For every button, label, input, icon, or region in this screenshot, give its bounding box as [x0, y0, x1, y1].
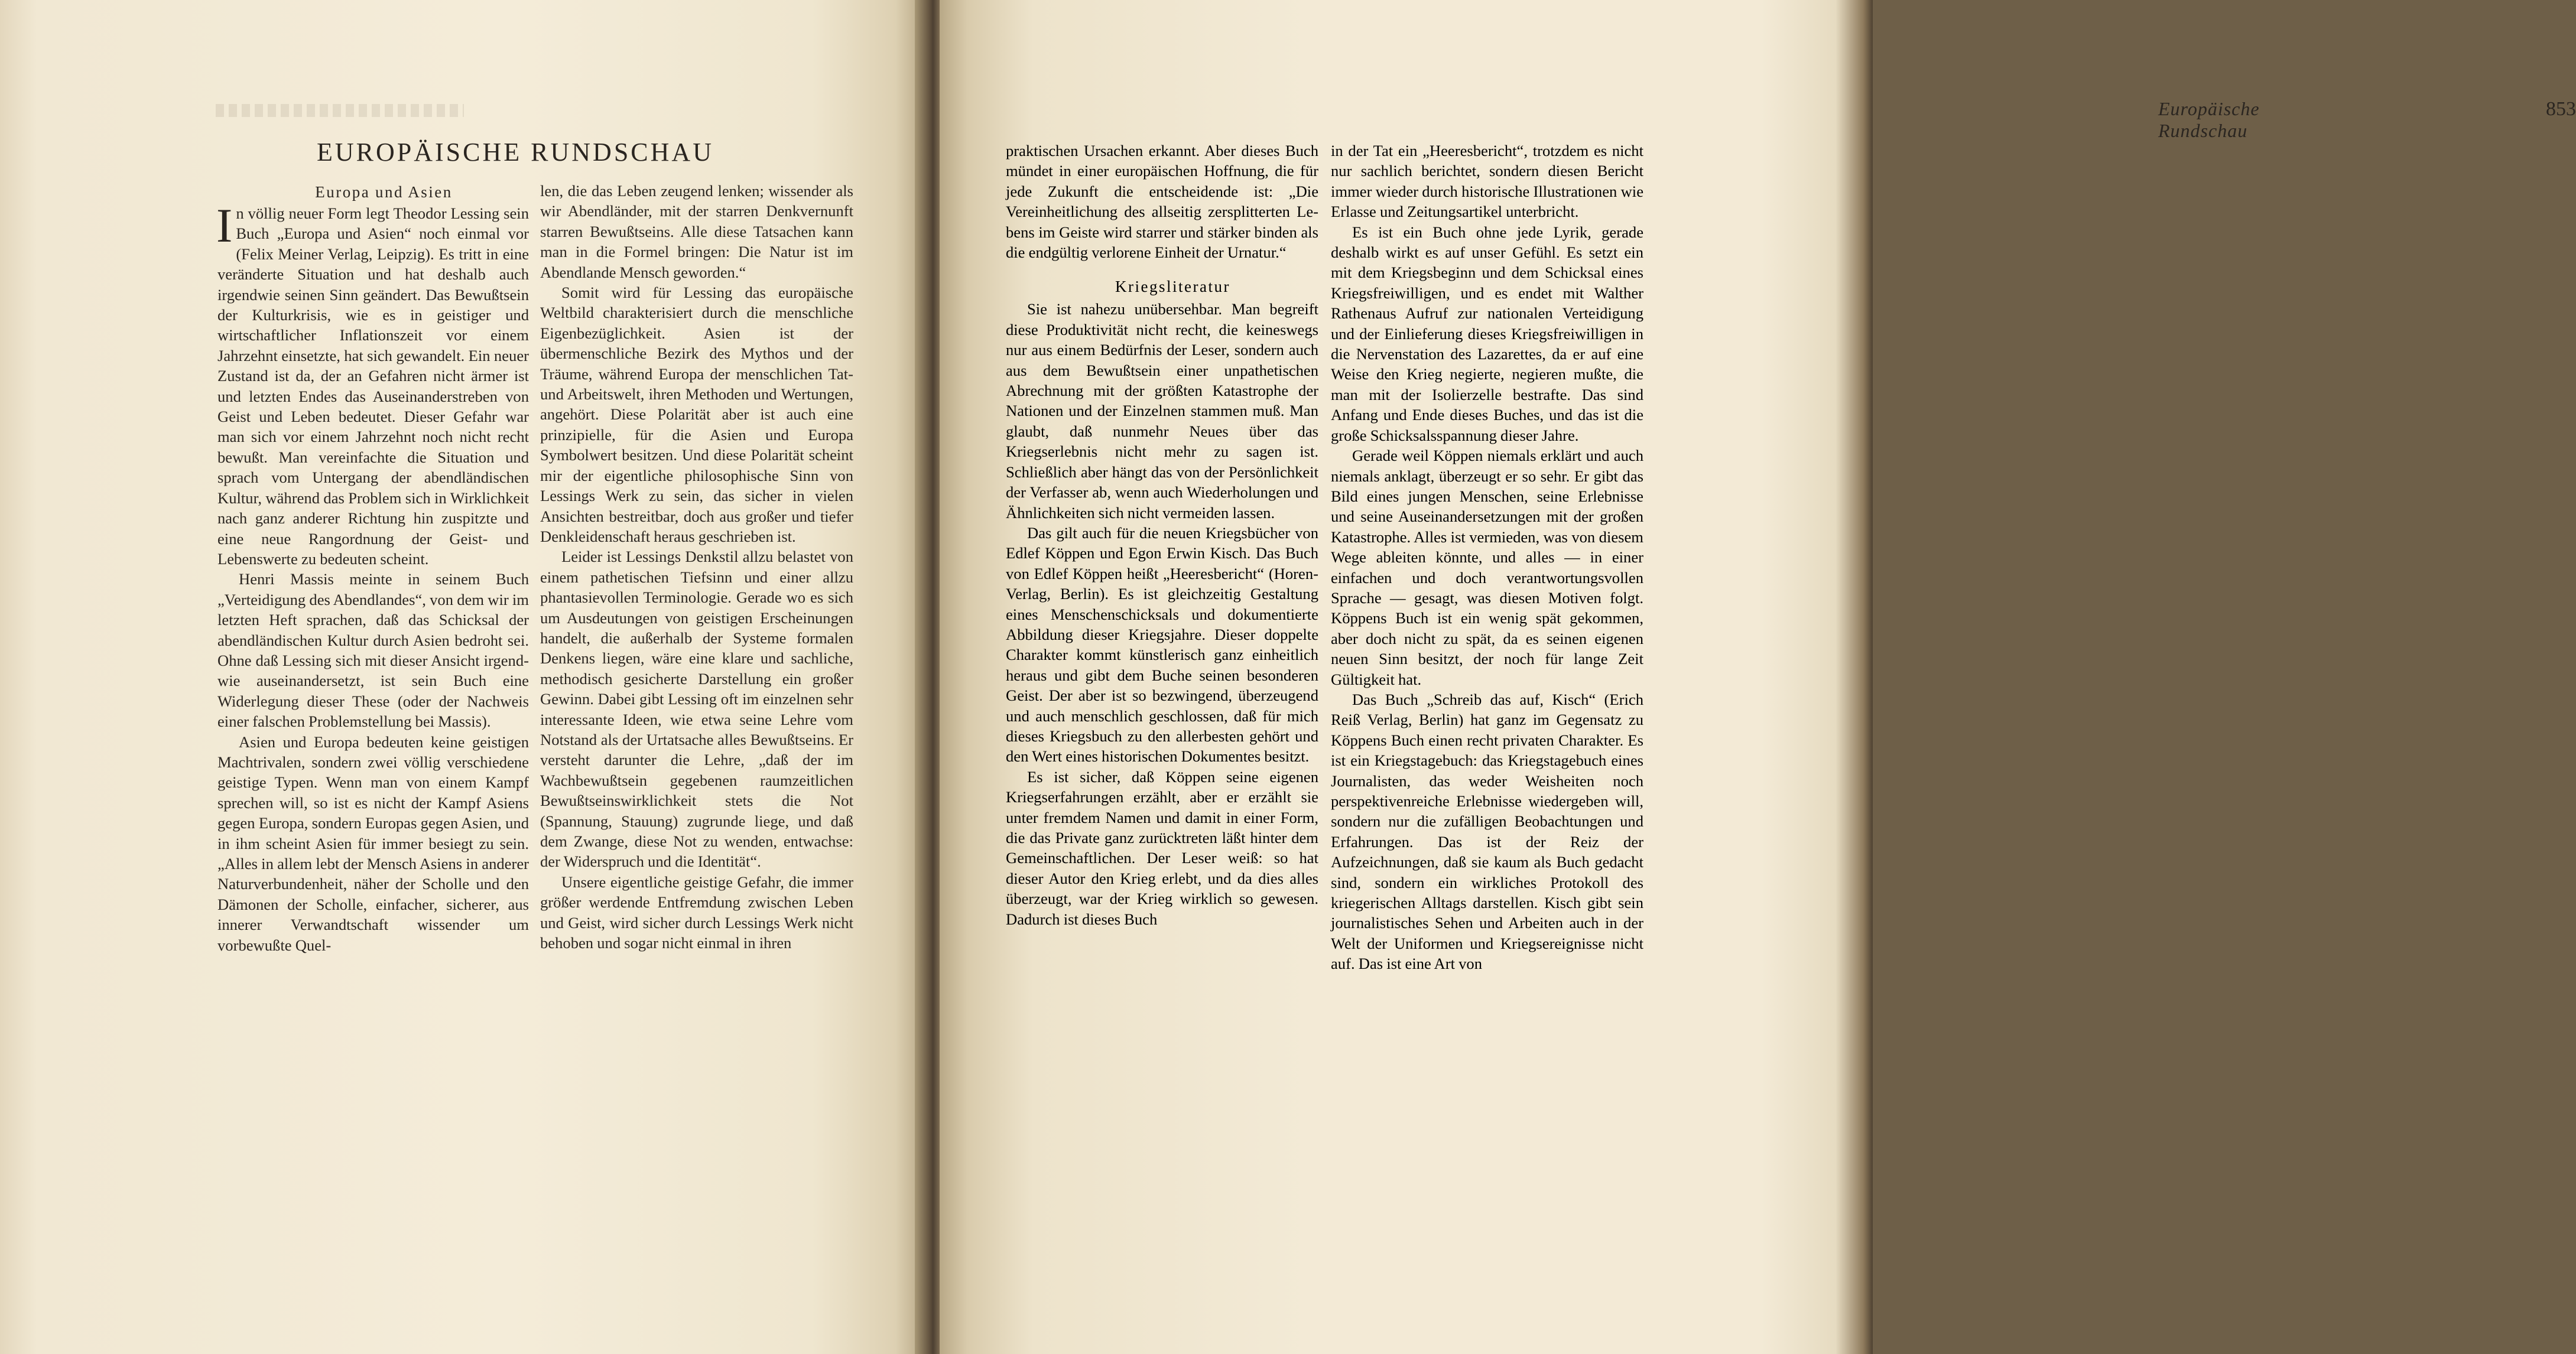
paragraph: Sie ist nahezu unübersehbar. Man begreift diese Produktivität nicht recht, die keineswegs nur aus einem Bedürfnis der Leser, sondern auch aus dem Bewußtsein einer unpathetischen Abrechnung mit der größten Katastrophe der Nationen und der Einzelnen stammen muß. Man glaubt, daß nunmehr Neues über das Kriegserlebnis nicht mehr zu sagen ist. Schließlich aber hängt das von der Persönlichkeit der Verfasser ab, wenn auch Wiederholungen und Ähnlichkeiten sich nicht vermeiden lassen.: [1006, 300, 1318, 522]
section-heading-kriegsliteratur: Kriegsliteratur: [1115, 278, 1230, 296]
text-column-3: [1006, 141, 1318, 929]
paragraph-text: n völlig neuer Form legt Theodor Lessing sein Buch „Europa und Asien“ noch einmal vor (Felix Meiner Verlag, Leipzig). Es tritt in eine veränderte Situation und hat deshalb auch irgendwie seinen Sinn geändert. Das Bewußtsein der Kulturkrisis, wie es in geistiger und wirtschaftlicher Inflationszeit vor einem Jahrzehnt einsetzte, hat sich gewandelt. Ein neuer Zustand ist da, der an Gefahren nicht ärmer ist und letzten Endes das Auseinanderstreben von Geist und Leben bedeutet. Dieser Gefahr war man sich vor einem Jahrzehnt noch nicht recht bewußt. Man vereinfachte die Situation und sprach vom Untergang der abendländischen Kultur, während das Problem sich in Wirklichkeit nach ganz anderer Richtung hin zuspitzte und eine neue Rangordnung der Geist- und Lebenswerte zu bedeuten scheint.: [217, 204, 529, 568]
paragraph: len, die das Leben zeugend lenken; wissender als wir Abendländer, mit der starren Denkvernunft starren Bewußtseins. Alle diese Tatsachen kann man in die Formel bringen: Die Natur ist im Abendlande Mensch geworden.“: [540, 182, 853, 281]
text-column-2: [540, 181, 853, 953]
text-column-4: [1331, 141, 1643, 974]
text-column-1: [217, 181, 529, 955]
paragraph: Es ist sicher, daß Köppen seine eigenen Kriegserfahrungen erzählt, aber er erzählt sie unter fremdem Namen und damit in einer Form, die das Private ganz zurücktreten läßt hinter dem Gemeinschaftlichen. Der Leser weiß: so hat dieser Autor den Krieg erlebt, und da dies alles überzeugt, war der Krieg wirklich so gewesen. Dadurch ist dieses Buch: [1006, 767, 1318, 928]
paragraph: in der Tat ein „Heeresbericht“, trotzdem es nicht nur sachlich berichtet, sondern diesen Bericht immer wieder durch historische Illustrationen wie Erlasse und Zeitungsartikel unterbricht.: [1331, 142, 1643, 221]
left-page: [0, 0, 923, 1354]
paragraph: Das Buch „Schreib das auf, Kisch“ (Erich Reiß Verlag, Berlin) hat ganz im Gegensatz zu Köppens Buch einen recht privaten Charakter. Es ist ein Kriegstagebuch: das Kriegstagebuch eines Journalisten, das weder Weisheiten noch perspektivenreiche Erlebnisse wiedergeben will, sondern nur die zufälligen Beobachtungen und Erfahrungen. Das ist der Reiz der Aufzeichnungen, daß sie kaum als Buch gedacht sind, sondern ein wirkliches Protokoll des kriegerischen Alltags darstellen. Kisch gibt sein journalistisches Sehen und Arbeiten auch in der Welt der Uniformen und Kriegsereignisse nicht auf. Das ist eine Art von: [1331, 690, 1643, 973]
section-heading-europa-asien: Europa und Asien: [315, 183, 453, 201]
paragraph: Henri Massis meinte in seinem Buch „Verteidigung des Abendlandes“, von dem wir im letzten Heft sprachen, daß das Schicksal der abendländischen Kultur durch Asien bedroht sei. Ohne daß Lessing sich mit dieser Ansicht irgendwie auseinandersetzt, ist sein Buch eine Widerlegung dieser These (oder der Nachweis einer falschen Problemstellung bei Massis).: [217, 570, 529, 731]
paragraph: Leider ist Lessings Denkstil allzu belastet von einem pathetischen Tiefsinn und einer allzu phantasievollen Terminologie. Gerade wo es sich um Ausdeutungen von geistigen Erscheinungen handelt, die außerhalb der Systeme formalen Denkens liegen, wäre eine klare und sachliche, methodisch gesicherte Darstellung ein großer Gewinn. Dabei gibt Lessing oft im einzelnen sehr interessante Ideen, wie etwa seine Lehre vom Notstand als der Urtatsache alles Bewußtseins. Er versteht darunter die Lehre, „daß der im Wachbewußtsein gegebenen raumzeitlichen Bewußtseinswirklichkeit stets die Not (Spannung, Stauung) zugrunde liege, und daß dem Zwange, diese Not zu wenden, entwachse: der Widerspruch und die Identität“.: [540, 548, 853, 871]
paragraph: Asien und Europa bedeuten keine geistigen Machtrivalen, sondern zwei völlig verschiedene geistige Typen. Wenn man von einem Kampf sprechen will, so ist es nicht der Kampf Asiens gegen Europa, sondern Europas gegen Asien, und in ihm scheint Asien für immer besiegt zu sein. „Alles in allem lebt der Mensch Asiens in anderer Naturverbundenheit, näher der Scholle und den Dämonen der Scholle, einfacher, sicherer, aus innerer Verwandtschaft wissender um vorbewußte Quel-: [217, 733, 529, 954]
drop-cap: I: [216, 198, 233, 252]
paragraph: Gerade weil Köppen niemals erklärt und auch niemals anklagt, überzeugt er so sehr. Er gibt das Bild eines jungen Menschen, seine Erlebnisse und seine Auseinandersetzungen mit der großen Katastrophe. Alles ist vermieden, was von diesem Wege ableiten könnte, und alles — in einer einfachen und doch verantwortungsvollen Sprache — gesagt, was diesen Motiven folgt. Köppens Buch ist ein wenig spät gekommen, aber doch nicht zu spät, da es seinen eigenen neuen Sinn besitzt, der noch für lange Zeit Gültigkeit hat.: [1331, 447, 1643, 688]
paragraph: praktischen Ursachen erkannt. Aber dieses Buch mündet in einer europäischen Hoffnung, die für jede Zukunft die entscheidende ist: „Die Vereinheitlichung des allseitig zersplitterten Lebens im Geiste wird starrer und stärker binden als die endgültig verlorene Einheit der Urnatur.“: [1006, 142, 1318, 262]
paragraph: Das gilt auch für die neuen Kriegsbücher von Edlef Köppen und Egon Erwin Kisch. Das Buch von Edlef Köppen heißt „Heeresbericht“ (Horen-Verlag, Berlin). Es ist gleichzeitig Gestaltung eines Menschenschicksals und dokumentierte Abbildung dieser Kriegsjahre. Dieser doppelte Charakter kommt künstlerisch ganz einheitlich heraus und gibt dem Buche seinen besonderen Geist. Der aber ist so bezwingend, überzeugend und auch menschlich geschlossen, daß für mich dieses Kriegsbuch zu den allerbesten gehört und den Wert eines historischen Dokumentes besitzt.: [1006, 523, 1318, 766]
running-head: Europäische Rundschau: [2158, 98, 2260, 141]
paragraph: [216, 198, 529, 569]
page-title: EUROPÄISCHE RUNDSCHAU: [317, 138, 714, 167]
paragraph: Somit wird für Lessing das europäische Weltbild charakterisiert durch die menschliche Eigenbezüglichkeit. Asien ist der übermenschliche Bezirk des Mythos und der Träume, während Europa der menschlichen Tat- und Arbeitswelt, ihren Methoden und Wertungen, angehört. Diese Polarität aber ist auch eine prinzipielle, für die Asien und Europa Symbolwert besitzen. Und diese Polarität scheint mir der eigentliche philosophische Sinn von Lessings Werk zu sein, das sicher in vielen Ansichten bestreitbar, doch aus großer und tiefer Denkleidenschaft heraus geschrieben ist.: [540, 284, 853, 545]
paragraph: Es ist ein Buch ohne jede Lyrik, gerade deshalb wirkt es auf unser Gefühl. Es setzt ein mit dem Kriegsbeginn und dem Schicksal eines Kriegsfreiwilligen, und es endet mit Walther Rathenaus Aufruf zur nationalen Verteidigung und der Einlieferung dieses Kriegsfreiwilligen in die Nervenstation des Lazarettes, da er auf eine Weise den Krieg negierte, negieren mußte, die man mit der Isolierzelle bestrafte. Das sind Anfang und Ende dieses Buches, und das ist die große Schicksalsspannung dieser Jahre.: [1331, 223, 1643, 444]
show-through-header: [216, 104, 464, 117]
paragraph: Unsere eigentliche geistige Gefahr, die immer größer werdende Entfremdung zwischen Leben und Geist, wird sicher durch Lessings Werk nicht behoben und sogar nicht einmal in ihren: [540, 873, 853, 952]
page-number: 853: [2546, 98, 2576, 120]
